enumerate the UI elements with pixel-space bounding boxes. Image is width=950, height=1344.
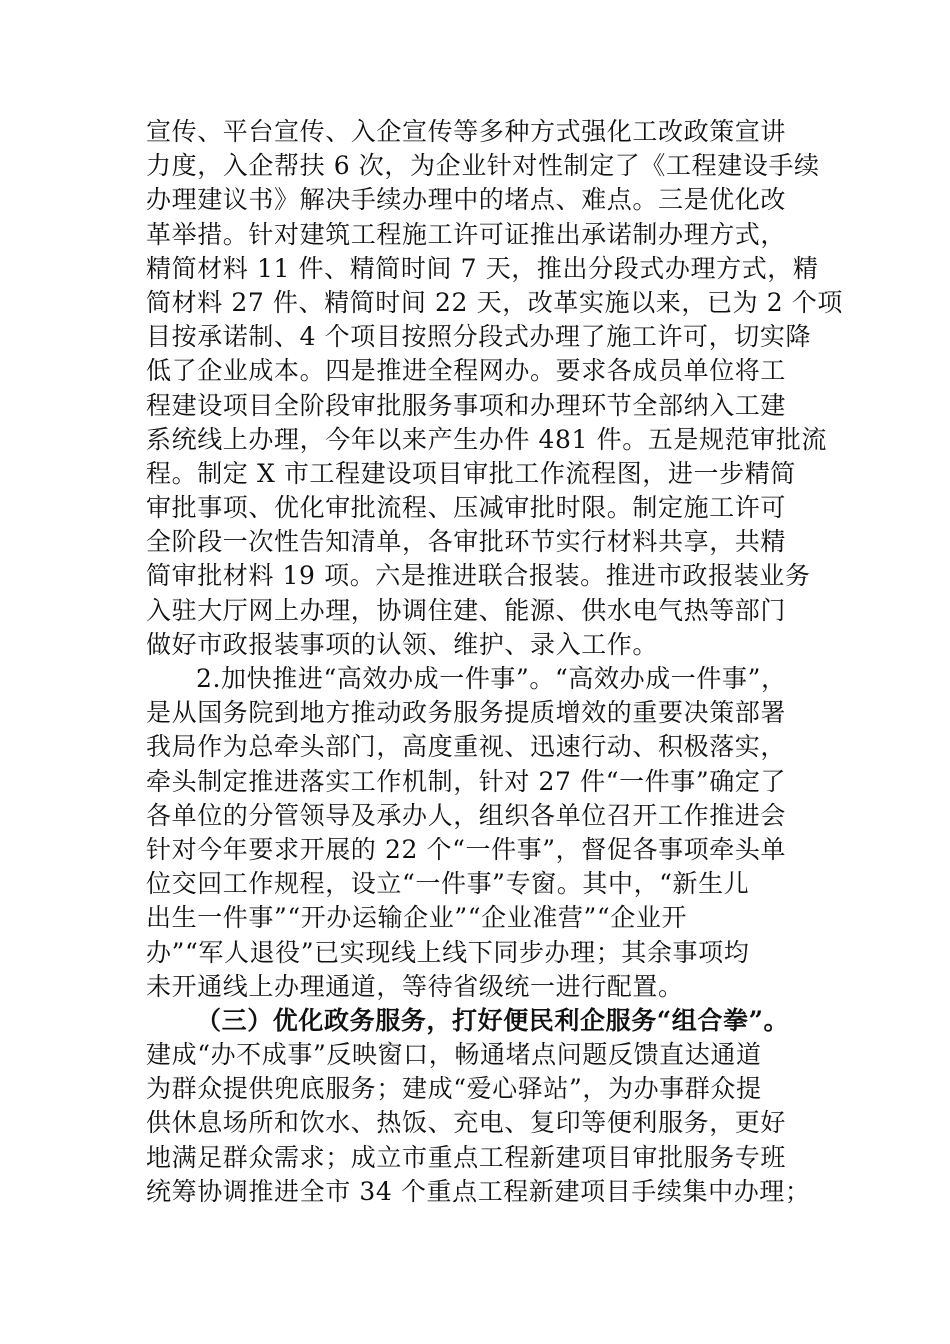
text-line: 出生一件事”“开办运输企业”“企业准营”“企业开	[146, 903, 688, 933]
text-line: 系统线上办理，今年以来产生办件 481 件。五是规范审批流	[146, 424, 828, 454]
text-line: 入驻大厅网上办理，协调住建、能源、供水电气热等部门	[146, 595, 787, 625]
section-heading-3: （三）优化政务服务，打好便民利企服务“组合拳”。	[196, 1005, 790, 1035]
text-line: 力度，入企帮扶 6 次，为企业针对性制定了《工程建设手续	[146, 151, 820, 181]
text-line: 位交回工作规程，设立“一件事”专窗。其中，“新生儿	[146, 869, 750, 899]
text-line: 程建设项目全阶段审批服务事项和办理环节全部纳入工建	[146, 390, 787, 420]
text-line: 办”“军人退役”已实现线上线下同步办理；其余事项均	[146, 937, 750, 967]
section-heading-2: 2.加快推进“高效办成一件事”。“高效办成一件事”，	[196, 664, 787, 693]
text-line: 目按承诺制、4 个项目按照分段式办理了施工许可，切实降	[146, 322, 812, 352]
text-line: 精简材料 11 件、精简时间 7 天，推出分段式办理方式，精	[146, 253, 819, 283]
text-line: 未开通线上办理通道，等待省级统一进行配置。	[146, 971, 684, 1001]
text-line: 针对今年要求开展的 22 个“一件事”，督促各事项牵头单	[146, 834, 787, 864]
text-line: 建成“办不成事”反映窗口，畅通堵点问题反馈直达通道	[146, 1040, 762, 1070]
text-line: 简材料 27 件、精简时间 22 天，改革实施以来，已为 2 个项	[146, 287, 844, 317]
text-line: 做好市政报装事项的认领、维护、录入工作。	[146, 629, 659, 659]
text-line: 为群众提供兜底服务；建成“爱心驿站”，为办事群众提	[146, 1074, 762, 1104]
text-line: 低了企业成本。四是推进全程网办。要求各成员单位将工	[146, 356, 787, 386]
text-line: 各单位的分管领导及承办人，组织各单位召开工作推进会	[146, 800, 787, 830]
text-line: 程。制定 X 市工程建设项目审批工作流程图，进一步精简	[146, 458, 796, 488]
text-line: 牵头制定推进落实工作机制，针对 27 件“一件事”确定了	[146, 766, 787, 796]
text-line: 办理建议书》解决手续办理中的堵点、难点。三是优化改	[146, 185, 787, 215]
document-body	[146, 115, 844, 1209]
text-line: 地满足群众需求；成立市重点工程新建项目审批服务专班	[146, 1142, 787, 1172]
text-line: 统筹协调推进全市 34 个重点工程新建项目手续集中办理；	[146, 1176, 811, 1206]
text-line: 革举措。针对建筑工程施工许可证推出承诺制办理方式，	[146, 219, 787, 249]
text-line: 我局作为总牵头部门，高度重视、迅速行动、积极落实，	[146, 732, 787, 762]
text-line: 审批事项、优化审批流程、压减审批时限。制定施工许可	[146, 493, 787, 523]
text-line: 全阶段一次性告知清单，各审批环节实行材料共享，共精	[146, 527, 787, 557]
text-line: 简审批材料 19 项。六是推进联合报装。推进市政报装业务	[146, 561, 811, 591]
text-line: 是从国务院到地方推动政务服务提质增效的重要决策部署	[146, 698, 787, 728]
text-line: 宣传、平台宣传、入企宣传等多种方式强化工改政策宣讲	[146, 117, 787, 146]
text-line: 供休息场所和饮水、热饭、充电、复印等便利服务，更好	[146, 1108, 787, 1138]
